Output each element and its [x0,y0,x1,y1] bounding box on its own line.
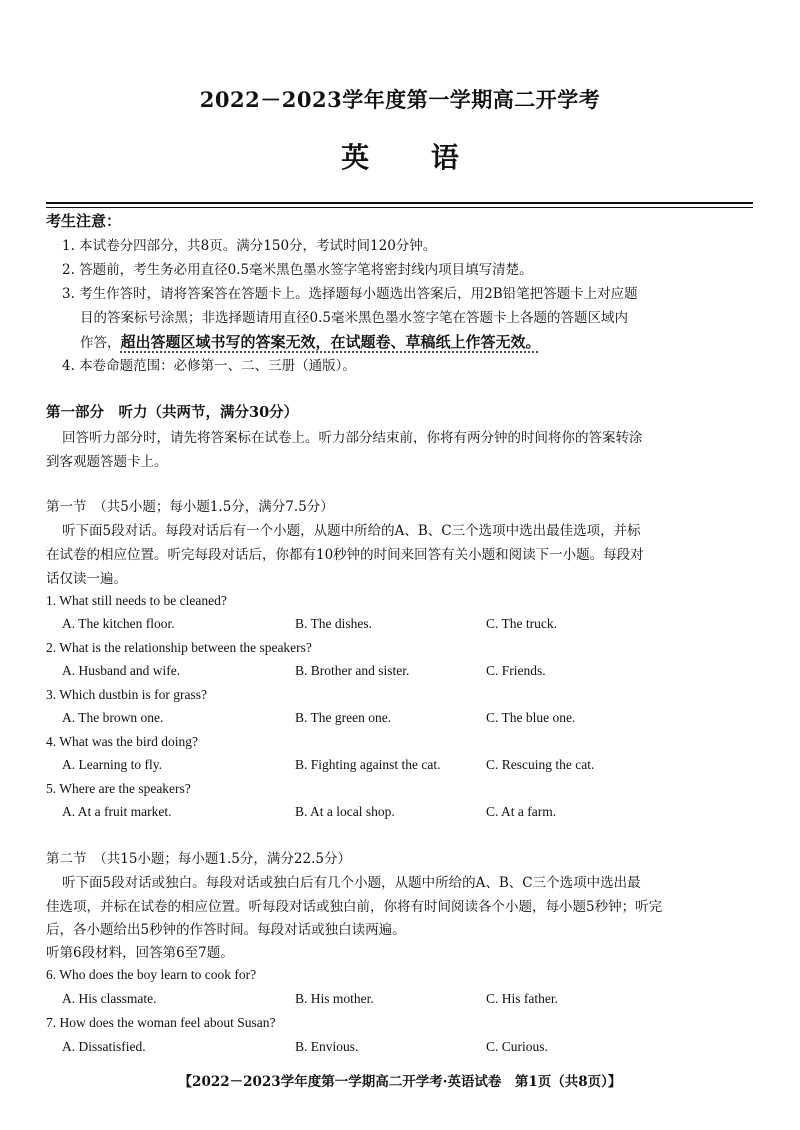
q3-option-a: A. The brown one. [62,710,164,725]
q4-option-a: A. Learning to fly. [62,757,162,772]
question-2: 2. What is the relationship between the speakers? [46,640,312,655]
q2-option-c: C. Friends. [486,663,546,678]
q7-option-a: A. Dissatisfied. [62,1039,146,1054]
divider-thin [46,207,753,208]
section2-heading: 第二节 （共15小题；每小题1.5分，满分22.5分） [46,851,351,867]
notice-line-3c [80,332,541,353]
notice-line-1: 1. 本试卷分四部分，共8页。满分150分，考试时间120分钟。 [62,238,437,254]
question-4: 4. What was the bird doing? [46,734,198,749]
q4-option-b: B. Fighting against the cat. [295,757,441,772]
notice-line-3a: 3. 考生作答时，请将答案答在答题卡上。选择题每小题选出答案后，用2B铅笔把答题卡上对应题 [62,286,638,302]
question-3: 3. Which dustbin is for grass? [46,687,207,702]
q6-option-c: C. His father. [486,991,558,1006]
q5-option-c: C. At a farm. [486,804,557,819]
question-5: 5. Where are the speakers? [46,781,191,796]
page-footer: 【2022－2023学年度第一学期高二开学考·英语试卷 第1页（共8页）】 [178,1074,622,1090]
q1-option-a: A. The kitchen floor. [62,616,175,631]
q3-option-b: B. The green one. [295,710,392,725]
q5-option-a: A. At a fruit market. [62,804,172,819]
question-1: 1. What still needs to be cleaned? [46,593,227,608]
section2-material: 听第6段材料，回答第6至7题。 [46,945,234,961]
q7-option-c: C. Curious. [486,1039,548,1054]
question-7: 7. How does the woman feel about Susan? [46,1015,276,1030]
section1-intro-b: 在试卷的相应位置。听完每段对话后，你都有10秒钟的时间来回答有关小题和阅读下一小题。每段对 [46,547,644,563]
subject-title: 英 语 [341,141,459,174]
question-6: 6. Who does the boy learn to cook for? [46,967,257,982]
q6-option-a: A. His classmate. [62,991,157,1006]
notice-line-3b: 目的答案标号涂黑；非选择题请用直径0.5毫米黑色墨水签字笔在答题卡上各题的答题区域内 [80,310,628,326]
q7-option-b: B. Envious. [295,1039,359,1054]
q3-option-c: C. The blue one. [486,710,576,725]
q1-option-b: B. The dishes. [295,616,372,631]
notice-line-3c-prefix: 作答， [80,335,121,351]
section2-intro-b: 佳选项，并标在试卷的相应位置。听每段对话或独白前，你将有时间阅读各个小题，每小题5秒钟；听完 [46,899,663,915]
divider-thick [46,202,753,204]
section2-intro-a: 听下面5段对话或独白。每段对话或独白后有几个小题，从题中所给的A、B、C三个选项中选出最 [62,875,641,891]
section1-intro-c: 话仅读一遍。 [46,571,127,587]
q2-option-b: B. Brother and sister. [295,663,410,678]
section1-intro-a: 听下面5段对话。每段对话后有一个小题，从题中所给的A、B、C三个选项中选出最佳选项，并标 [62,523,641,539]
section2-intro-c: 后，各小题给出5秒钟的作答时间。每段对话或独白读两遍。 [46,922,406,938]
part1-intro-a: 回答听力部分时，请先将答案标在试卷上。听力部分结束前，你将有两分钟的时间将你的答案转涂 [62,430,643,446]
notice-title: 考生注意： [46,212,122,230]
exam-title: 2022－2023学年度第一学期高二开学考 [199,87,601,112]
notice-emphasis: 超出答题区域书写的答案无效，在试题卷、草稿纸上作答无效。 [120,333,541,351]
section1-heading: 第一节 （共5小题；每小题1.5分，满分7.5分） [46,499,334,515]
q2-option-a: A. Husband and wife. [62,663,181,678]
q6-option-b: B. His mother. [295,991,374,1006]
part1-intro-b: 到客观题答题卡上。 [46,454,168,470]
q5-option-b: B. At a local shop. [295,804,395,819]
notice-line-4: 4. 本卷命题范围：必修第一、二、三册（通版）。 [62,358,356,374]
part1-heading: 第一部分 听力（共两节，满分30分） [46,404,299,421]
q1-option-c: C. The truck. [486,616,557,631]
notice-line-2: 2. 答题前，考生务必用直径0.5毫米黑色墨水签字笔将密封线内项目填写清楚。 [62,262,533,278]
q4-option-c: C. Rescuing the cat. [486,757,595,772]
